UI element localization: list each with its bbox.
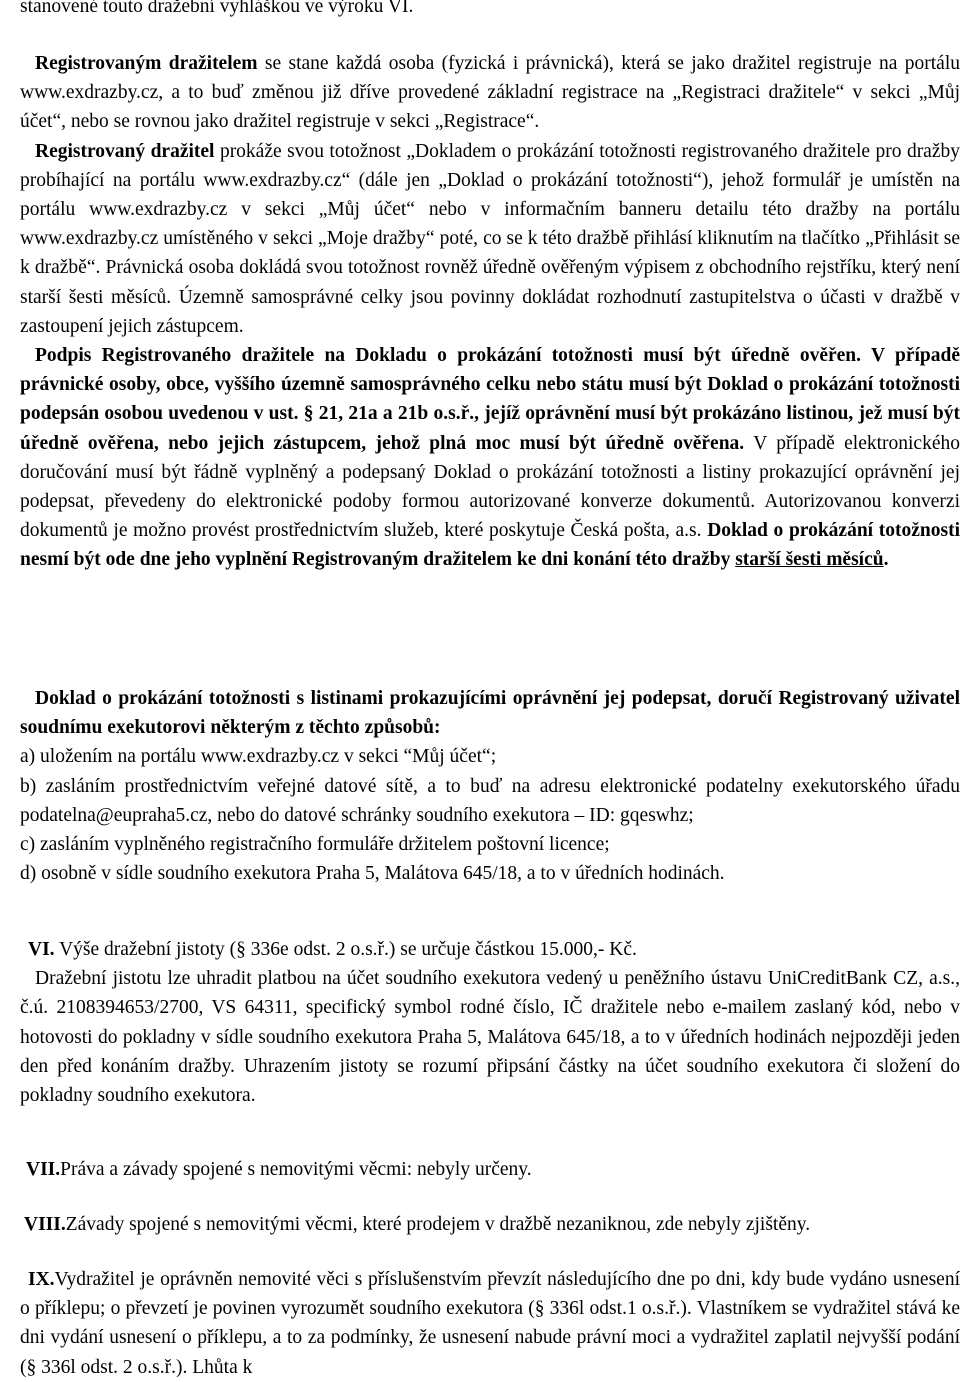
identity-proof-text: prokáže svou totožnost „Dokladem o prokázání totožnosti registrovaného dražitele pro dražby probíhající na portálu www.exdrazby.cz“ (dále jen „Doklad o prokázání totožnosti“), jehož formulář je umístěn na portálu www.exdrazby.cz v sekci „Můj účet“ nebo v informačním banneru detailu této dražby na portálu www.exdrazby.cz umístěného v sekci „Moje dražby“ poté, co se k této dražbě přihlásí kliknutím na tlačítko „Přihlásit se k dražbě“. Právnická osoba dokládá svou totožnost rovněž úředně ověřeným výpisem z obchodního rejstříku, který není starší šesti měsíců. Územně samosprávné celky jsou povinny dokládat rozhodnutí zastupitelstva o účasti v dražbě v zastoupení jejich zástupcem. [20, 140, 960, 337]
section-number: IX. [28, 1269, 55, 1290]
term-registered-bidder-2: Registrovaný dražitel [35, 140, 215, 162]
delivery-methods [20, 684, 960, 888]
section-number: VIII. [24, 1214, 66, 1235]
delivery-option-c: c) zasláním vyplněného registračního formuláře držitelem poštovní licence; [20, 834, 610, 856]
section-text: Vydražitel je oprávněn nemovité věci s příslušenstvím převzít následujícího dne po dni, kdy bude vydáno usnesení o příklepu; o převzetí je povinen vyrozumět soudního exekutora (§ 336l odst.1 o.s.ř.). Vlastníkem se vydražitel stává ke dni vydání usnesení o příklepu, a to za podmínky, že usnesení nabude právní moci a vydražitel zaplatil nejvyšší podání (§ 336l odst. 2 o.s.ř.). Lhůta k [20, 1269, 960, 1378]
section-number: VII. [26, 1159, 61, 1180]
section-text: Závady spojené s nemovitými věcmi, které prodejem v dražbě nezaniknou, zde nebyly zjištěny. [65, 1214, 811, 1235]
term-registered-bidder: Registrovaným dražitelem [35, 53, 258, 74]
section-vi [20, 935, 960, 1110]
delivery-heading: Doklad o prokázání totožnosti s listinami prokazujícími oprávnění jej podepsat, doručí Registrovaný uživatel soudnímu exekutorovi některým z těchto způsobů: [20, 688, 960, 739]
electronic-delivery-text: V případě elektronického doručování musí být řádně vyplněný a podepsaný Doklad o prokázání totožnosti a listiny prokazující oprávnění jej podepsat, převedeny do elektronické podoby formou autorizované konverze dokumentů. Autorizovanou konverzi dokumentů je možno provést prostřednictvím služeb, které poskytuje Česká pošta, a.s. [20, 432, 960, 542]
delivery-option-d: d) osobně v sídle soudního exekutora Praha 5, Malátova 645/18, a to v úředních hodinách. [20, 863, 725, 885]
section-ix [20, 1265, 960, 1382]
section-title: Výše dražební jistoty (§ 336e odst. 2 o.s.ř.) se určuje částkou 15.000,- Kč. [59, 939, 637, 960]
intro-line: stanovené touto dražební vyhláškou ve výroku VI. [20, 0, 414, 17]
section-vii [20, 1155, 960, 1184]
delivery-option-a: a) uložením na portálu www.exdrazby.cz v sekci “Můj účet“; [20, 746, 497, 768]
registration-text: se stane každá osoba (fyzická i právnická), která se jako dražitel registruje na portálu www.exdrazby.cz, a to buď změnou již dříve provedené základní registrace na „Registraci dražitele“ v sekci „Můj účet“, nebo se rovnou jako dražitel registruje v sekci „Registrace“. [20, 53, 960, 133]
section-viii [20, 1210, 960, 1239]
section-body: Dražební jistotu lze uhradit platbou na účet soudního exekutora vedený u peněžního ústavu UniCreditBank CZ, a.s., č.ú. 2108394653/2700, VS 64311, specifický symbol rodné číslo, IČ dražitele nebo e-mailem zaslaný kód, nebo v hotovosti do pokladny v sídle soudního exekutora Praha 5, Malátova 645/18, a to v úředních hodinách nejpozději jeden den před konáním dražby. Uhrazením jistoty se rozumí připsání částky na účet soudního exekutora či složení do pokladny soudního exekutora. [20, 968, 960, 1107]
section-number: VI. [28, 939, 55, 960]
validity-text: Doklad o prokázání totožnosti nesmí být ode dne jeho vyplnění Registrovaným dražitelem ke dni konání této dražby [20, 520, 960, 571]
validity-period: starší šesti měsíců [735, 549, 884, 571]
delivery-option-b: b) zasláním prostřednictvím veřejné datové sítě, a to buď na adresu elektronické podatelny exekutorského úřadu podatelna@eupraha5.cz, nebo do datové schránky soudního exekutora – ID: gqeswhz; [20, 775, 960, 826]
signature-verification-text: Podpis Registrovaného dražitele na Dokladu o prokázání totožnosti musí být úředně ověřen. V případě právnické osoby, obce, vyššího územně samosprávného celku nebo státu musí být Doklad o prokázání totožnosti podepsán osobou uvedenou v ust. § 21, 21a a 21b o.s.ř., jejíž oprávnění musí být prokázáno listinou, jež musí být úředně ověřena, nebo jejich zástupcem, jehož plná moc musí být úředně ověřena. [20, 345, 960, 454]
registration-paragraph: Registrovaným dražitelem se stane každá osoba (fyzická i právnická), která se jako dražitel registruje na portálu www.exdrazby.cz, a to buď změnou již dříve provedené základní registrace na „Registraci dražitele“ v sekci „Můj účet“, nebo se rovnou jako dražitel registruje v sekci „Registrace“. Registrovaný dražitel prokáže svou totožnost „Dokladem o prokázání totožnosti registrovaného dražitele pro dražby probíhající na portálu www.exdrazby.cz“ (dále jen „Doklad o prokázání totožnosti“), jehož formulář je umístěn na portálu www.exdrazby.cz v sekci „Můj účet“ nebo v informačním banneru detailu této dražby na portálu www.exdrazby.cz umístěného v sekci „Moje dražby“ poté, co se k této dražbě přihlásí kliknutím na tlačítko „Přihlásit se k dražbě“. Právnická osoba dokládá svou totožnost rovněž úředně ověřeným výpisem z obchodního rejstříku, který není starší šesti měsíců. Územně samosprávné celky jsou povinny dokládat rozhodnutí zastupitelstva o účasti v dražbě v zastoupení jejich zástupcem. Podpis Registrovaného dražitele na Dokladu o prokázání totožnosti musí být úředně ověřen. V případě právnické osoby, obce, vyššího územně samosprávného celku nebo státu musí být Doklad o prokázání totožnosti podepsán osobou uvedenou v ust. § 21, 21a a 21b o.s.ř., jejíž oprávnění musí být prokázáno listinou, jež musí být úředně ověřena, nebo jejich zástupcem, jehož plná moc musí být úředně ověřena. V případě elektronického doručování musí být řádně vyplněný a podepsaný Doklad o prokázání totožnosti a listiny prokazující oprávnění jej podepsat, převedeny do elektronické podoby formou autorizované konverze dokumentů. Autorizovanou konverzi dokumentů je možno provést prostřednictvím služeb, které poskytuje Česká pošta, a.s. Doklad o prokázání totožnosti nesmí být ode dne jeho vyplnění Registrovaným dražitelem ke dni konání této dražby starší šesti měsíců. [20, 53, 960, 571]
section-text: Práva a závady spojené s nemovitými věcmi: nebyly určeny. [60, 1159, 532, 1180]
